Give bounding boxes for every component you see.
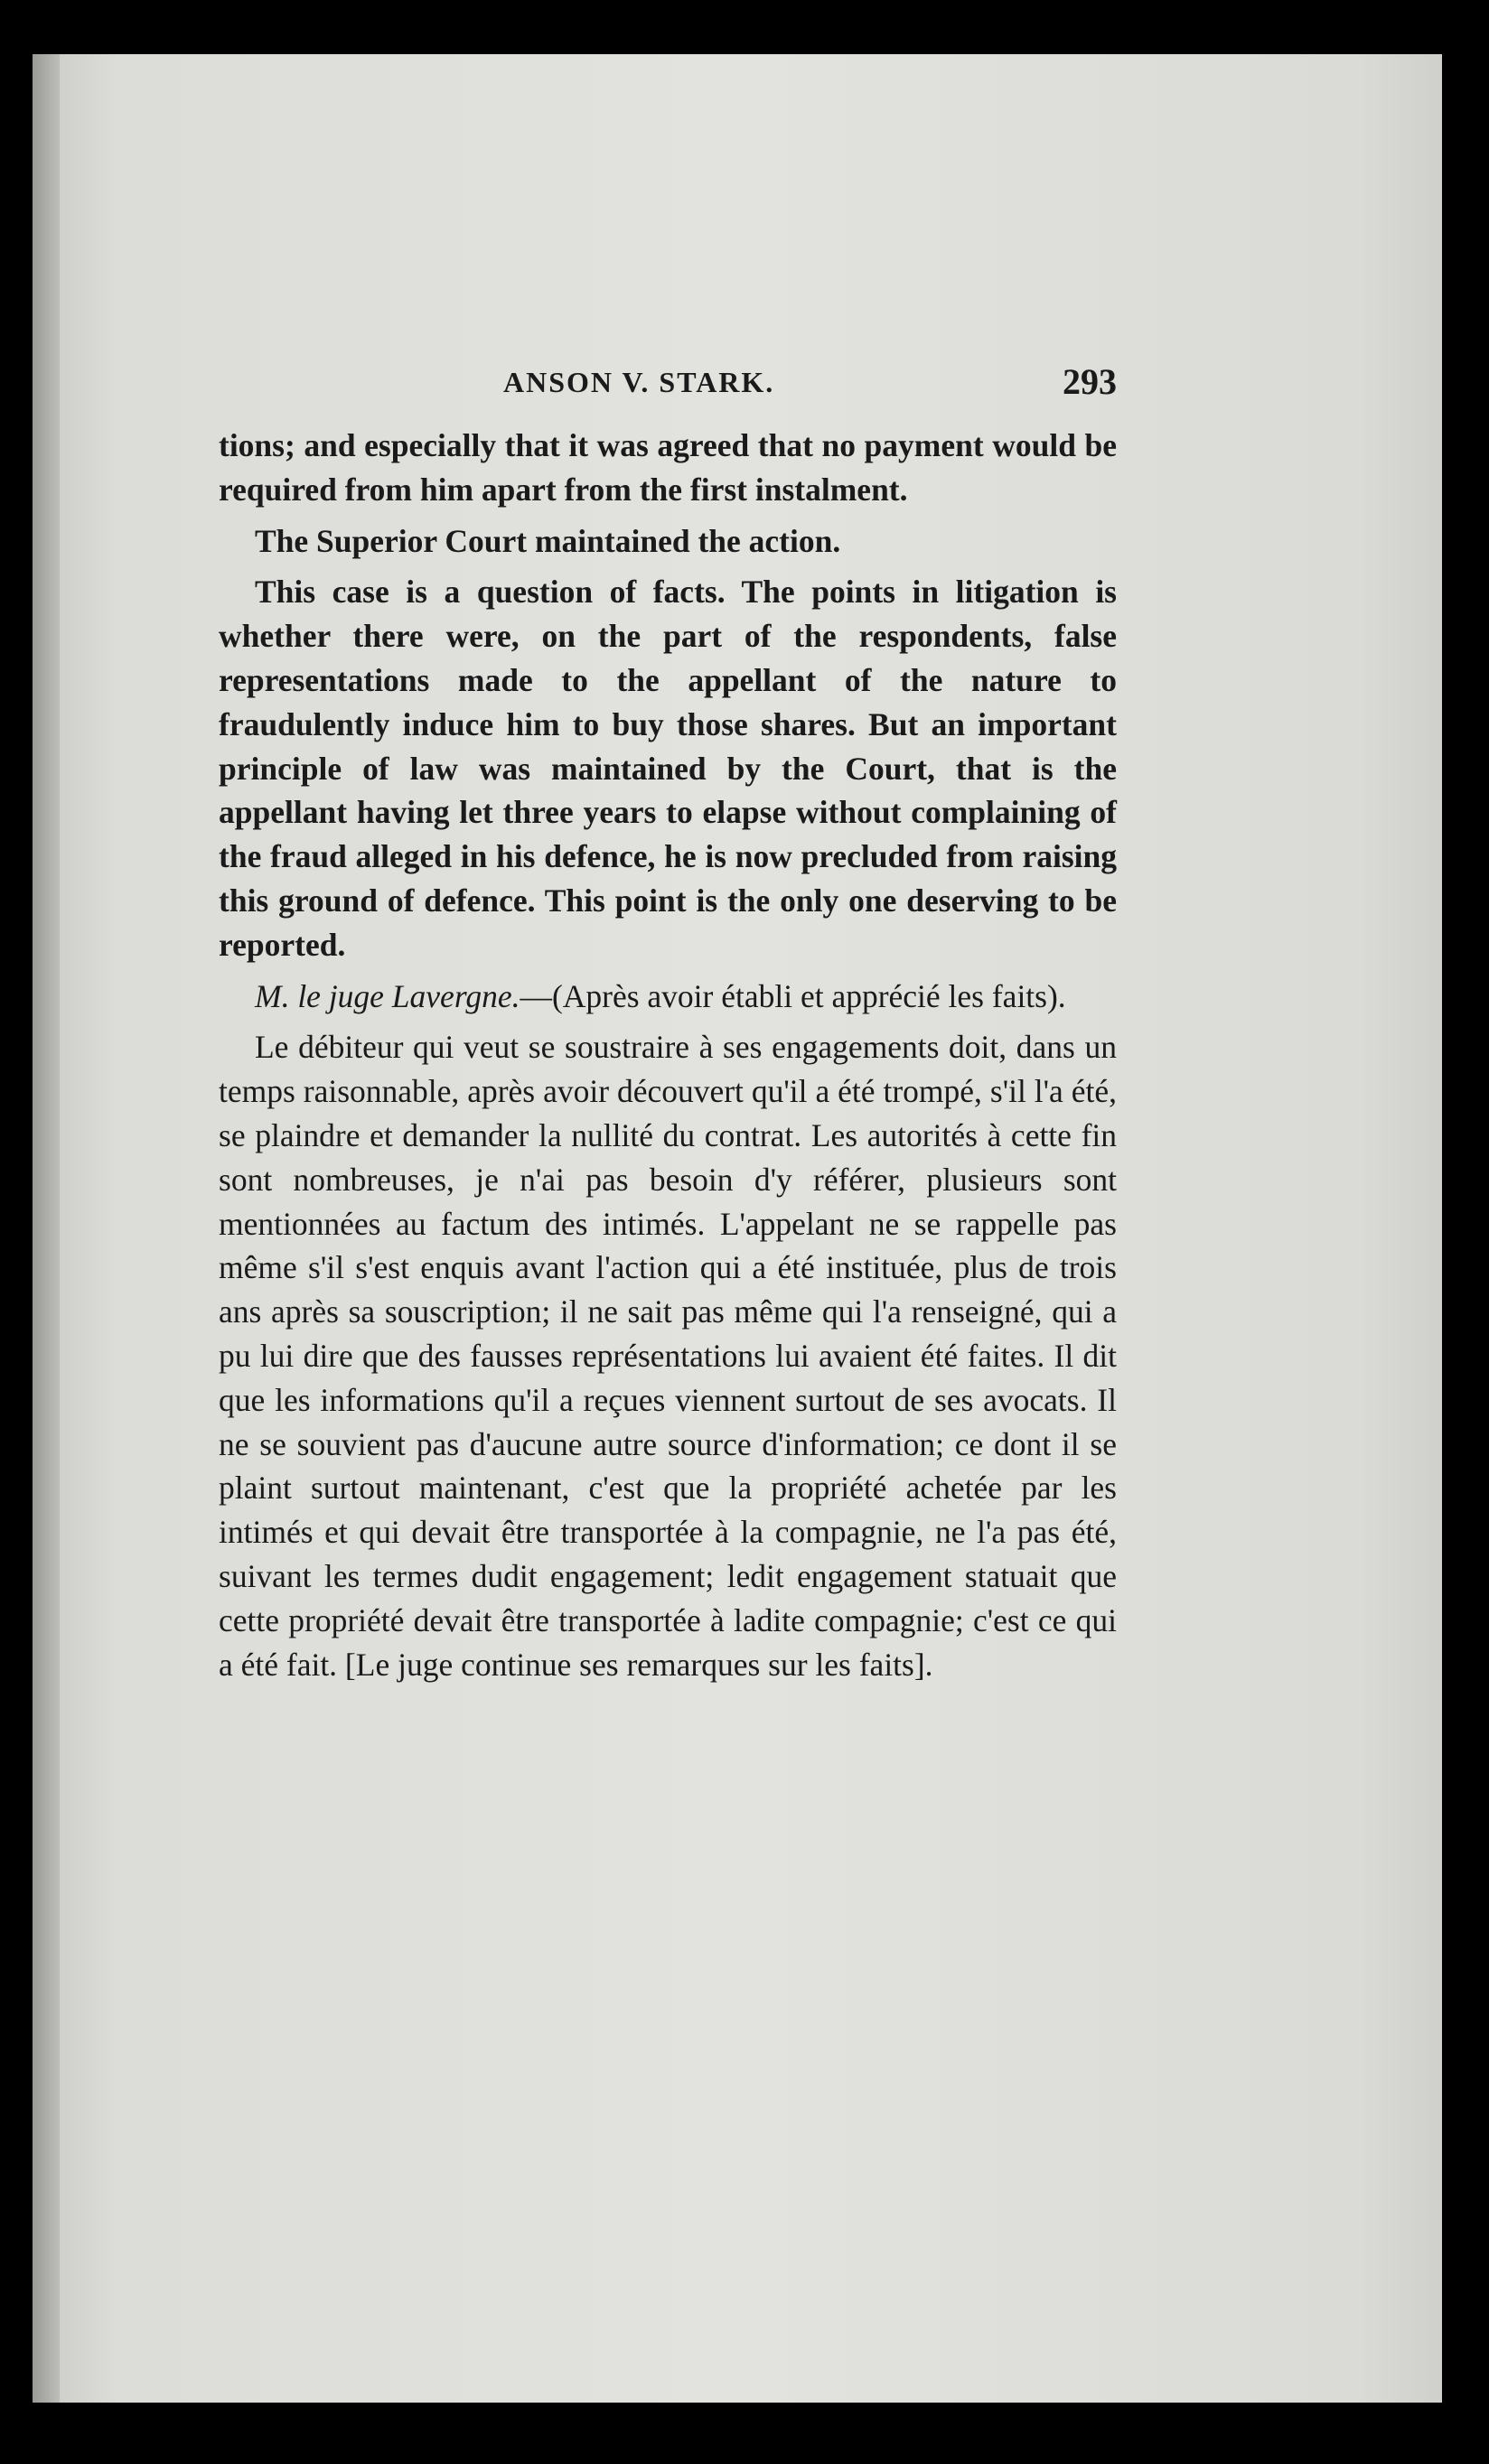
running-head <box>219 361 1117 424</box>
paragraph-superior-court: The Superior Court maintained the action. <box>255 522 841 559</box>
paragraph-judge-intro <box>219 975 1117 1019</box>
scanned-page <box>33 54 1442 2403</box>
page-number: 293 <box>1063 361 1117 402</box>
paragraph-question-of-facts: This case is a question of facts. The points in litigation is whether there were, on the part of the respondents, false representations made to the appellant of the nature to fraudulently induce him to buy those shares. But an important principle of law was maintained by the Court, that is the appellant having let three years to elapse without complaining of the fraud alleged in his defence, he is now precluded from raising this ground of defence. This point is the only one deserving to be reported. <box>219 574 1117 963</box>
paragraph-continuation: tions; and especially that it was agreed that no payment would be required from him apart from the first instalment. <box>219 427 1117 508</box>
paragraph-judgment: Le débiteur qui veut se soustraire à ses engagements doit, dans un temps raisonnable, après avoir découvert qu'il a été trompé, s'il l'a été, se plaindre et demander la nullité du contrat. Les autorités à cette fin sont nombreuses, je n'ai pas besoin d'y référer, plusieurs sont mentionnées au factum des intimés. L'appelant ne se rappelle pas même s'il s'est enquis avant l'action qui a été instituée, plus de trois ans après sa souscription; il ne sait pas même qui l'a renseigné, qui a pu lui dire que des fausses représentations lui avaient été faites. Il dit que les informations qu'il a reçues viennent surtout de ses avocats. Il ne se souvient pas d'aucune autre source d'information; ce dont il se plaint surtout maintenant, c'est que la propriété achetée par les intimés et qui devait être transportée à la compagnie, ne l'a pas été, suivant les termes dudit engagement; ledit engagement statuait que cette propriété devait être transportée à ladite compagnie; c'est ce qui a été fait. [Le juge continue ses remarques sur les faits]. <box>219 1029 1117 1683</box>
page-binding-edge <box>33 54 60 2403</box>
judge-intro-rest: —(Après avoir établi et apprécié les faits). <box>520 977 1066 1014</box>
running-title: ANSON V. STARK. <box>503 366 775 398</box>
page-content <box>219 361 1117 1686</box>
body-text <box>219 424 1117 1686</box>
judge-name: M. le juge Lavergne. <box>255 977 520 1014</box>
